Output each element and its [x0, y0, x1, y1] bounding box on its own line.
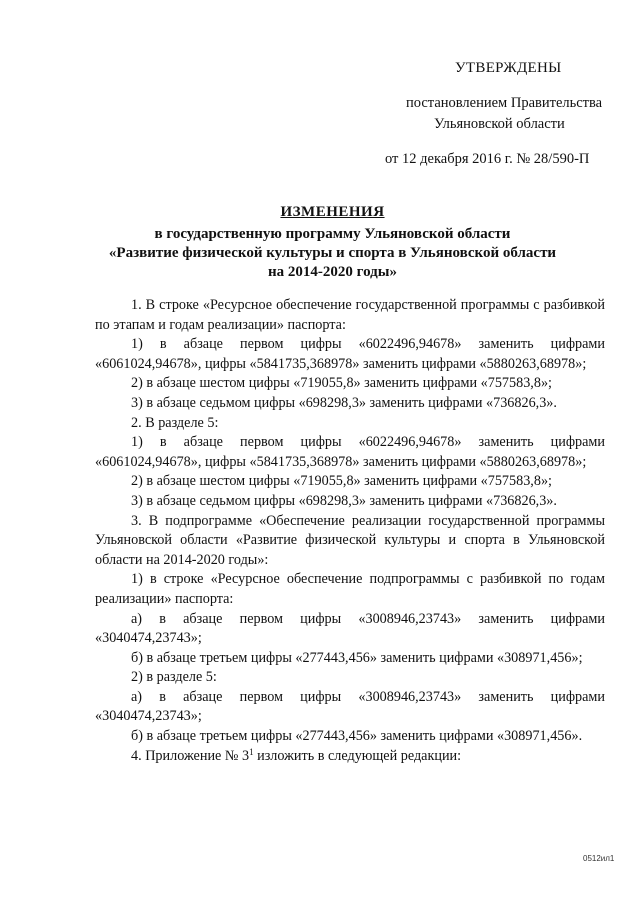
- paragraph-4-start: 4. Приложение № 3: [131, 747, 250, 764]
- approval-line-2: Ульяновской области: [434, 116, 565, 132]
- paragraph-2-item-1: 1) в абзаце первом цифры «6022496,94678» заменить цифрами «6061024,94678», цифры «5841735,368978» заменить цифрами «5880263,68978»;: [95, 434, 605, 470]
- paragraph-3-item-1b: б) в абзаце третьем цифры «277443,456» заменить цифрами «308971,456»;: [131, 649, 583, 666]
- paragraph-1-item-1: 1) в абзаце первом цифры «6022496,94678» заменить цифрами «6061024,94678», цифры «5841735,368978» заменить цифрами «5880263,68978»;: [95, 336, 605, 372]
- paragraph-4: [95, 747, 605, 767]
- document-heading: [60, 203, 605, 282]
- paragraph-2: 2. В разделе 5:: [131, 414, 219, 431]
- heading-line-2: «Развитие физической культуры и спорта в Ульяновской области: [108, 245, 557, 261]
- approval-line-1: постановлением Правительства: [406, 95, 603, 111]
- paragraph-3-item-1: 1) в строке «Ресурсное обеспечение подпрограммы с разбивкой по годам реализации» паспорта:: [95, 571, 605, 607]
- approval-stamp: [300, 58, 620, 170]
- paragraph-3-item-2: 2) в разделе 5:: [131, 669, 217, 686]
- paragraph-1-item-3: 3) в абзаце седьмом цифры «698298,3» заменить цифрами «736826,3».: [131, 394, 557, 411]
- document-body: [95, 296, 605, 766]
- paragraph-1: 1. В строке «Ресурсное обеспечение государственной программы с разбивкой по этапам и годам реализации» паспорта:: [95, 297, 605, 333]
- paragraph-4-end: изложить в следующей редакции:: [253, 747, 462, 764]
- paragraph-4-superscript: 1: [249, 746, 254, 757]
- approval-line-3: от 12 декабря 2016 г. № 28/590-П: [385, 151, 590, 167]
- footer-code: 0512ил1: [583, 854, 615, 863]
- document-title: ИЗМЕНЕНИЯ: [280, 204, 385, 220]
- paragraph-3: 3. В подпрограмме «Обеспечение реализации государственной программы Ульяновской области «Развитие физической культуры и спорта в Ульяновской области на 2014-2020 годы»:: [95, 512, 605, 568]
- heading-line-3: на 2014-2020 годы»: [268, 264, 397, 280]
- paragraph-2-item-3: 3) в абзаце седьмом цифры «698298,3» заменить цифрами «736826,3».: [131, 492, 557, 509]
- heading-line-1: в государственную программу Ульяновской области: [154, 226, 511, 242]
- paragraph-3-item-2b: б) в абзаце третьем цифры «277443,456» заменить цифрами «308971,456».: [131, 728, 583, 745]
- paragraph-3-item-1a: а) в абзаце первом цифры «3008946,23743» заменить цифрами «3040474,23743»;: [95, 610, 605, 647]
- paragraph-2-item-2: 2) в абзаце шестом цифры «719055,8» заменить цифрами «757583,8»;: [131, 473, 552, 490]
- approval-title: УТВЕРЖДЕНЫ: [455, 60, 562, 76]
- paragraph-3-item-2a: а) в абзаце первом цифры «3008946,23743» заменить цифрами «3040474,23743»;: [95, 688, 605, 725]
- paragraph-1-item-2: 2) в абзаце шестом цифры «719055,8» заменить цифрами «757583,8»;: [131, 375, 552, 392]
